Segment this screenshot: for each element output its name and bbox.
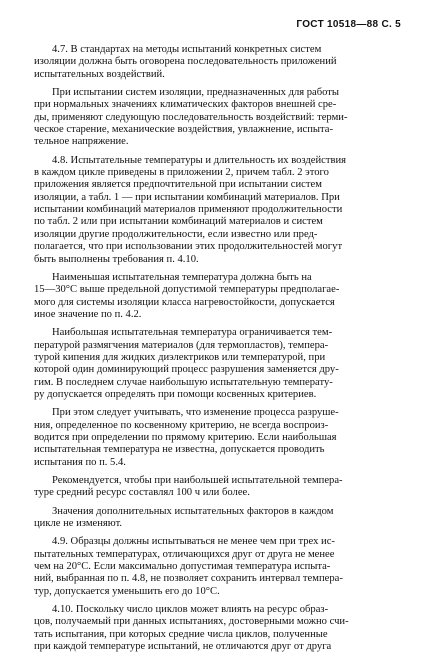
text-line: Значения дополнительных испытательных факторов в каждом xyxy=(52,505,334,517)
text-line: 4.7. В стандартах на методы испытаний конкретных систем xyxy=(52,44,322,55)
paragraph xyxy=(34,536,401,598)
text-line: которой один доминирующий процесс разрушения заменяется дру- xyxy=(34,364,339,376)
text-line: ний, выбранная по п. 4.8, не позволяет сохранить интервал темпера- xyxy=(34,573,343,585)
paragraph xyxy=(34,604,401,653)
text-line: турой кипения для жидких диэлектриков или температурой, при xyxy=(34,351,326,363)
text-line: испытательных воздействий. xyxy=(34,68,165,80)
text-line: испытательная температура не известна, допускается проводить xyxy=(34,444,325,456)
text-line: 4.10. Поскольку число циклов может влиять на ресурс образ- xyxy=(52,604,329,616)
text-line: цикле не изменяют. xyxy=(34,518,123,530)
text-line: чем на 20°С. Если максимально допустимая температура испыта- xyxy=(34,561,331,573)
text-line: Наименьшая испытательная температура должна быть на xyxy=(52,271,312,283)
text-line: При испытании систем изоляции, предназначенных для работы xyxy=(52,87,340,99)
text-line: ды, применяют следующую последовательность воздействий: терми- xyxy=(34,111,348,123)
text-line: приложения является предпочтительной при испытании систем xyxy=(34,179,322,191)
text-line: гим. В последнем случае наибольшую испытательную температу- xyxy=(34,376,333,388)
paragraph xyxy=(34,407,401,469)
text-line: 15—30°С выше предельной допустимой температуры предполагае- xyxy=(34,284,340,296)
page-header: ГОСТ 10518—88 С. 5 xyxy=(296,19,401,30)
paragraph xyxy=(34,475,401,500)
paragraph xyxy=(34,272,401,321)
text-line: тать испытания, при которых средние числа циклов, полученные xyxy=(34,628,328,640)
paragraph xyxy=(34,327,401,401)
text-line: по табл. 2 или при испытании комбинаций материалов и систем xyxy=(34,216,323,228)
text-line: ру допускается определять при помощи косвенных критериев. xyxy=(34,388,317,400)
text-line: При этом следует учитывать, что изменение процесса разруше- xyxy=(52,407,339,419)
text-line: тур, допускается уменьшить его до 10°С. xyxy=(34,585,220,597)
document-body xyxy=(34,44,401,657)
text-line: испытания по п. 5.4. xyxy=(34,456,126,468)
text-line: ния, определенное по косвенному критерию, не всегда воспроиз- xyxy=(34,419,329,431)
paragraph xyxy=(34,506,401,531)
text-line: 4.9. Образцы должны испытываться не менее чем при трех ис- xyxy=(52,536,335,548)
text-line: цов, получаемый при данных испытаниях, достоверными можно счи- xyxy=(34,616,349,628)
paragraph xyxy=(34,87,401,149)
text-line: изоляции должна быть оговорена последовательность приложений xyxy=(34,56,337,68)
text-line: 4.8. Испытательные температуры и длительность их воздействия xyxy=(52,154,347,166)
text-line: мого для системы изоляции класса нагревостойкости, допускается xyxy=(34,296,335,308)
text-line: водится при определении по прямому критерию. Если наибольшая xyxy=(34,431,337,443)
text-line: иное значение по п. 4.2. xyxy=(34,308,142,320)
text-line: в каждом цикле приведены в приложении 2, причем табл. 2 этого xyxy=(34,167,329,179)
text-line: туре средний ресурс составлял 100 ч или более. xyxy=(34,487,250,499)
text-line: пературой размягчения материалов (для термопластов), темпера- xyxy=(34,339,329,351)
text-line: испытании комбинаций материалов применяют продолжительности xyxy=(34,204,343,216)
text-line: пытательных температурах, отличающихся друг от друга не менее xyxy=(34,548,335,560)
text-line: изоляции другие продолжительности, если известно или пред- xyxy=(34,228,318,240)
text-line: Наибольшая испытательная температура ограничивается тем- xyxy=(52,327,333,339)
paragraph xyxy=(34,44,401,81)
text-line: изоляции, а табл. 1 — при испытании комбинаций материалов. При xyxy=(34,191,340,203)
text-line: ческое старение, механические воздействия, увлажнение, испыта- xyxy=(34,124,333,136)
text-line: при каждой температуре испытаний, не отличаются друг от друга xyxy=(34,641,332,653)
paragraph xyxy=(34,155,401,266)
text-line: при нормальных значениях климатических факторов внешней сре- xyxy=(34,99,337,111)
text-line: полагается, что при использовании этих продолжительностей могут xyxy=(34,241,343,253)
text-line: быть выполнены требования п. 4.10. xyxy=(34,253,199,265)
text-line: тельное напряжение. xyxy=(34,136,129,148)
text-line: Рекомендуется, чтобы при наибольшей испытательной темпера- xyxy=(52,475,343,486)
